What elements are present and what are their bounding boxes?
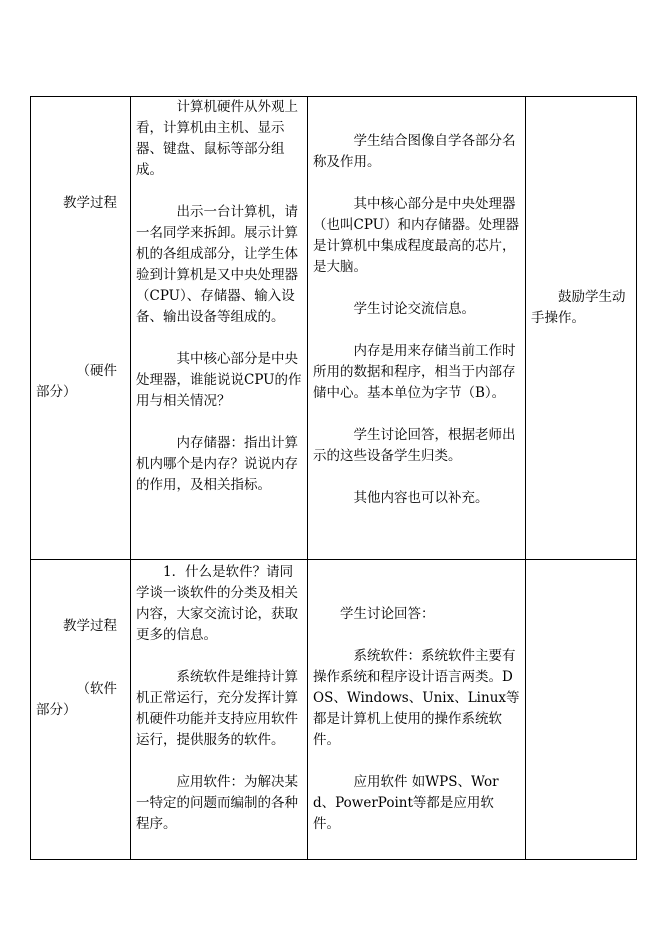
teacher-paragraph: 计算机硬件从外观上看，计算机由主机、显示器、键盘、鼠标等部分组成。 [136,99,298,178]
stage-label-main: 教学过程 [63,195,117,211]
teacher-paragraph: 系统软件是维持计算机正常运行，充分发挥计算机硬件功能并支持应用软件运行，提供服务的软件。 [136,669,298,748]
student-paragraph: 应用软件 如WPS、Word、PowerPoint等都是应用软件。 [313,774,499,832]
student-paragraph: 其中核心部分是中央处理器（也叫CPU）和内存储器。处理器是计算机中集成程度最高的芯片，是大脑。 [313,196,520,275]
student-paragraph: 学生讨论回答，根据老师出示的这些设备学生归类。 [313,427,516,464]
table-row [31,560,637,860]
stage-label-sub: （软件部分） [36,681,117,718]
student-paragraph: 学生讨论交流信息。 [353,301,475,317]
student-paragraph: 内存是用来存储当前工作时所用的数据和程序，相当于内部存储中心。基本单位为字节（B）。 [313,343,516,401]
teacher-paragraph: 其中核心部分是中央处理器，谁能说说CPU的作用与相关情况？ [136,351,302,409]
teacher-paragraph: 1．什么是软件？请同学谈一谈软件的分类及相关内容，大家交流讨论，获取更多的信息。 [136,564,298,643]
teacher-activity-cell [131,560,308,860]
lesson-plan-table [30,96,637,860]
design-intent-cell [526,560,637,860]
design-intent-text: 鼓励学生动手操作。 [531,289,626,326]
design-intent-cell [526,97,637,560]
student-paragraph: 学生讨论回答： [340,606,435,622]
stage-label-main: 教学过程 [63,618,117,634]
stage-label-sub: （硬件部分） [36,363,117,400]
student-paragraph: 系统软件：系统软件主要有操作系统和程序设计语言两类。DOS、Windows、Unix、Linux等都是计算机上使用的操作系统软件。 [313,648,520,748]
stage-label-cell [31,97,131,560]
stage-label-cell [31,560,131,860]
teacher-paragraph: 应用软件：为解决某一特定的问题而编制的各种程序。 [136,774,298,832]
teacher-paragraph: 内存储器：指出计算机内哪个是内存？说说内存的作用，及相关指标。 [136,435,298,493]
table-row [31,97,637,560]
student-activity-cell [308,97,526,560]
teacher-paragraph: 出示一台计算机，请一名同学来拆卸。展示计算机的各组成部分，让学生体验到计算机是又中央处理器（CPU）、存储器、输入设备、输出设备等组成的。 [136,204,298,325]
student-activity-cell [308,560,526,860]
student-paragraph: 其他内容也可以补充。 [353,490,489,506]
student-paragraph: 学生结合图像自学各部分名称及作用。 [313,133,516,170]
teacher-activity-cell [131,97,308,560]
